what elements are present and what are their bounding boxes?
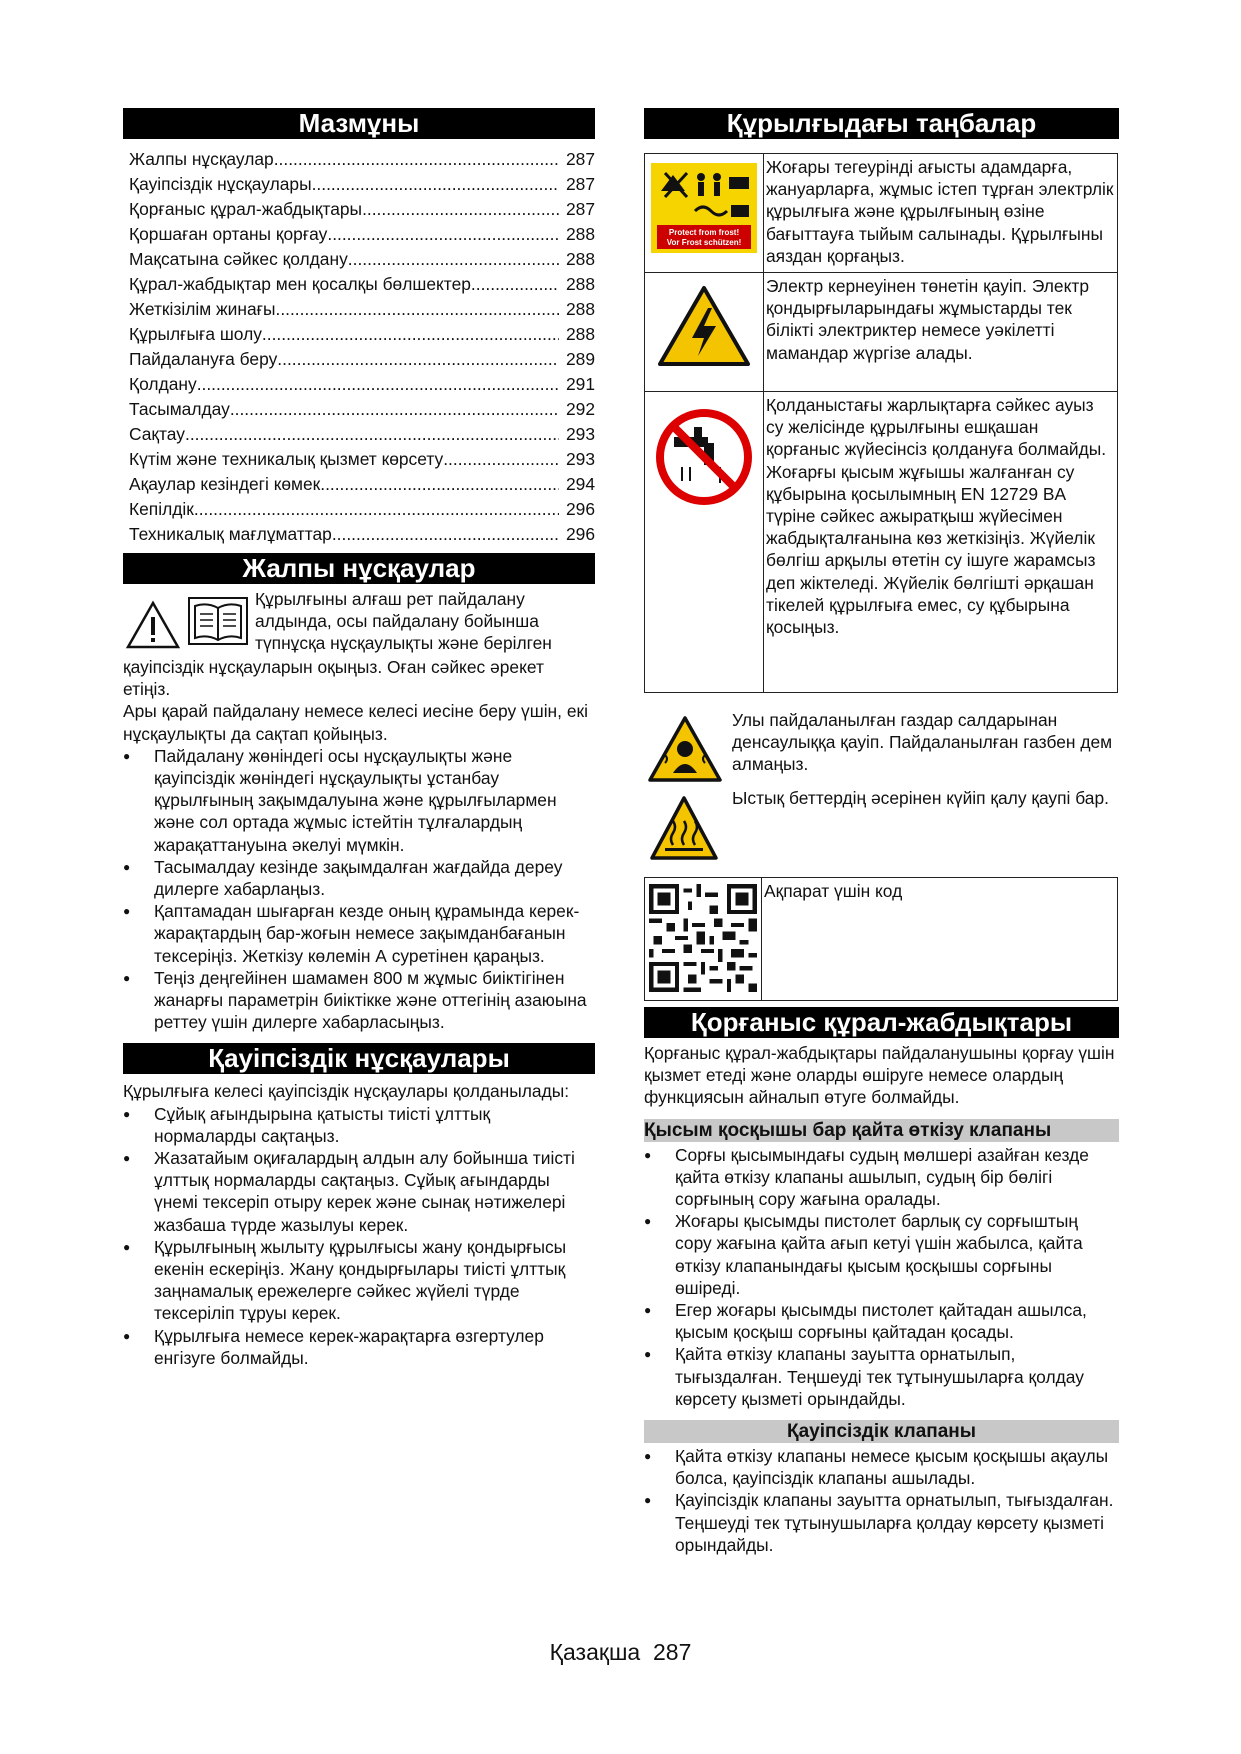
frost-label-line-1: Protect from frost! bbox=[668, 228, 740, 237]
safety-valve-bullet: ● Қайта өткізу клапаны немесе қысым қосқышы ақаулы болса, қауіпсіздік клапаны ашылады. bbox=[644, 1445, 1119, 1489]
toc-entry-page: 294 bbox=[565, 474, 595, 494]
toc-entry-page: 288 bbox=[565, 299, 595, 319]
qr-code-icon[interactable] bbox=[649, 884, 757, 992]
toc-leader-dots bbox=[185, 422, 559, 447]
toxic-exhaust-gas-icon bbox=[647, 715, 723, 783]
toc-entry[interactable] bbox=[129, 447, 595, 472]
toc-leader-dots bbox=[471, 272, 559, 297]
safety-intro: Құрылғыға келесі қауіпсіздік нұсқаулары қолданылады: bbox=[123, 1081, 570, 1102]
toc-leader-dots bbox=[274, 147, 559, 172]
footer-page-number: 287 bbox=[652, 1639, 692, 1665]
toc-entry[interactable] bbox=[129, 322, 595, 347]
general-bullet: ● Қаптамадан шығарған кезде оның құрамында керек-жарақтардың бар-жоғын немесе зақымданбағанын тексеріңіз. Жеткізу көлемін А суретінен қараңыз. bbox=[123, 900, 595, 967]
general-bullet: ● Тасымалдау кезінде зақымдалған жағдайда дереу дилерге хабарлаңыз. bbox=[123, 856, 595, 900]
toc-entry[interactable] bbox=[129, 272, 595, 297]
toc-leader-dots bbox=[348, 247, 559, 272]
toc-entry-page: 287 bbox=[565, 199, 595, 219]
bypass-bullet: ● Егер жоғары қысымды пистолет қайтадан ашылса, қысым қосқыш сорғыны қайтадан қосады. bbox=[644, 1299, 1119, 1343]
warning-icons-block bbox=[644, 709, 1119, 865]
safety-heading: Қауіпсіздік нұсқаулары bbox=[123, 1043, 595, 1074]
safety-bullet: ● Жазатайым оқиғалардың алдын алу бойынша тиісті ұлттық нормаларды сақтаңыз. Сұйық ағындарды үнемі тексеріп отыру керек және сынақ нәтижелері жазбаша түрде жазылуы керек. bbox=[123, 1147, 595, 1236]
toc-entry-title: Ақаулар кезіндегі көмек bbox=[129, 474, 321, 494]
footer-language: Қазақша bbox=[549, 1639, 641, 1665]
symbols-table bbox=[644, 153, 1118, 693]
symbols-heading: Құрылғыдағы таңбалар bbox=[644, 108, 1119, 139]
bypass-bullet: ● Жоғары қысымды пистолет барлық су сорғыштың сору жағына қайта ағып кетуі үшін жабылса, қайта өткізу клапанындағы қысым қосқышы сорғыны өшіреді. bbox=[644, 1210, 1119, 1299]
toc-entry-page: 291 bbox=[565, 374, 595, 394]
toc-entry-page: 296 bbox=[565, 499, 595, 519]
toc-leader-dots bbox=[277, 347, 559, 372]
toc-entry[interactable] bbox=[129, 372, 595, 397]
general-intro-block bbox=[123, 588, 595, 656]
symbol-text-water: Қолданыстағы жарлықтарға сәйкес ауыз су желісінде құрылғыны ешқашан қорғаныс жүйесінсіз қолдануға болмайды. Жоғарғы қысым жұғышы жалғанған су құбырына қосылымның EN 12729 BA түріне сәйкес ажыратқыш жүйесімен жабдықталғанына көз жеткізіңіз. Жүйелік бөлгіш арқылы өтетін су ішуге жарамсыз деп жіктеледі. Жүйелік бөлгішті әрқашан тікелей құрылғыға емес, су құбырына қосыңыз. bbox=[764, 392, 1118, 693]
bypass-bullet: ● Сорғы қысымындағы судың мөлшері азайған кезде қайта өткізу клапаны ашылып, судың бір бөлігі сорғының сору жағына оралады. bbox=[644, 1144, 1119, 1211]
toc-entry[interactable] bbox=[129, 422, 595, 447]
toc-entry-title: Құрал-жабдықтар мен қосалқы бөлшектер bbox=[129, 274, 471, 294]
toc-entry-title: Қорғаныс құрал-жабдықтары bbox=[129, 199, 363, 219]
toc-leader-dots bbox=[230, 397, 559, 422]
toc-entry-page: 293 bbox=[565, 424, 595, 444]
toc-entry-page: 288 bbox=[565, 224, 595, 244]
safety-valve-heading: Қауіпсіздік клапаны bbox=[644, 1420, 1119, 1443]
toc-entry-title: Жеткізілім жинағы bbox=[129, 299, 276, 319]
toc-entry-title: Құрылғыға шолу bbox=[129, 324, 262, 344]
bypass-bullet: ● Қайта өткізу клапаны зауытта орнатылып, тығыздалған. Теңшеуді тек тұтынушыларға қолдау көрсету қызметі орындайды. bbox=[644, 1343, 1119, 1410]
toc-leader-dots bbox=[194, 497, 559, 522]
left-column bbox=[123, 108, 595, 1369]
toc-leader-dots bbox=[197, 372, 559, 397]
protective-heading: Қорғаныс құрал-жабдықтары bbox=[644, 1007, 1119, 1038]
table-of-contents bbox=[129, 147, 595, 547]
toc-leader-dots bbox=[275, 297, 559, 322]
toc-entry-title: Күтім және техникалық қызмет көрсету bbox=[129, 449, 444, 469]
toc-entry-title: Қолдану bbox=[129, 374, 197, 394]
gas-warning-text: Улы пайдаланылған газдар салдарынан денсаулыққа қауіп. Пайдаланылған газбен дем алмаңыз. bbox=[732, 710, 1113, 775]
electric-hazard-icon bbox=[656, 284, 752, 368]
symbol-text-spray: Жоғары тегеурінді ағысты адамдарға, жануарларға, жұмыс істеп тұрған электрлік құрылғыға және құрылғының өзіне бағыттауға тыйым салынады. Құрылғыны аяздан қорғаңыз. bbox=[764, 154, 1118, 273]
toc-leader-dots bbox=[262, 322, 559, 347]
toc-entry[interactable] bbox=[129, 172, 595, 197]
toc-entry[interactable] bbox=[129, 247, 595, 272]
toc-entry[interactable] bbox=[129, 522, 595, 547]
general-bullet: ● Пайдалану жөніндегі осы нұсқаулықты және қауіпсіздік жөніндегі нұсқаулықты ұстанбау құрылғының зақымдалуына және құрылғылармен және сол ортада жұмыс істейтін тұлғалардың жарақаттануына әкелуі мүмкін. bbox=[123, 745, 595, 856]
toc-entry[interactable] bbox=[129, 147, 595, 172]
hot-surface-warning-text: Ыстық беттердің әсерінен күйіп қалу қаупі бар. bbox=[732, 788, 1109, 808]
general-heading: Жалпы нұсқаулар bbox=[123, 553, 595, 584]
toc-entry-title: Қауіпсіздік нұсқаулары bbox=[129, 174, 312, 194]
toc-heading: Мазмұны bbox=[123, 108, 595, 139]
qr-table bbox=[644, 877, 1118, 1001]
qr-code-text: Ақпарат үшін код bbox=[762, 878, 1118, 1001]
toc-entry-title: Сақтау bbox=[129, 424, 185, 444]
hot-surface-icon bbox=[649, 795, 719, 861]
toc-leader-dots bbox=[362, 197, 559, 222]
protective-intro: Қорғаныс құрал-жабдықтары пайдаланушыны қорғау үшін қызмет етеді және оларды өшіруге немесе олардың функциясын айналып өтуге болмайды. bbox=[644, 1043, 1115, 1108]
general-intro-line: түпнұсқа нұсқаулықты және берілген bbox=[255, 633, 552, 654]
toc-entry-title: Техникалық мағлұматтар bbox=[129, 524, 332, 544]
toc-entry-title: Мақсатына сәйкес қолдану bbox=[129, 249, 348, 269]
manual-book-icon bbox=[187, 596, 249, 646]
warning-triangle-icon bbox=[125, 600, 181, 650]
bypass-valve-heading: Қысым қосқышы бар қайта өткізу клапаны bbox=[644, 1119, 1119, 1142]
toc-leader-dots bbox=[327, 222, 559, 247]
right-column bbox=[644, 108, 1119, 1556]
toc-entry[interactable] bbox=[129, 397, 595, 422]
toc-entry-page: 292 bbox=[565, 399, 595, 419]
toc-entry-page: 296 bbox=[565, 524, 595, 544]
toc-entry-page: 288 bbox=[565, 249, 595, 269]
toc-entry-title: Тасымалдау bbox=[129, 399, 230, 419]
toc-entry-page: 287 bbox=[565, 174, 595, 194]
toc-entry[interactable] bbox=[129, 347, 595, 372]
no-drinking-water-connection-icon bbox=[654, 407, 754, 507]
toc-entry-title: Кепілдік bbox=[129, 499, 194, 519]
toc-leader-dots bbox=[312, 172, 559, 197]
frost-label-line-2: Vor Frost schützen! bbox=[666, 238, 742, 247]
general-intro-rest: қауіпсіздік нұсқауларын оқыңыз. Оған сәйкес әрекет етіңіз. bbox=[123, 657, 544, 700]
toc-entry-page: 288 bbox=[565, 324, 595, 344]
toc-entry-page: 287 bbox=[565, 149, 595, 169]
general-intro-line: Құрылғыны алғаш рет пайдалану bbox=[255, 589, 525, 609]
safety-bullet: ● Сұйық ағындырына қатысты тиісті ұлттық нормаларды сақтаңыз. bbox=[123, 1103, 595, 1147]
toc-leader-dots bbox=[320, 472, 559, 497]
toc-entry[interactable] bbox=[129, 222, 595, 247]
toc-entry-title: Қоршаған ортаны қорғау bbox=[129, 224, 328, 244]
symbol-text-electric: Электр кернеуінен төнетін қауіп. Электр қондырғыларындағы жұмыстарды тек білікті электриктер немесе уәкілетті мамандар жүргізе алады. bbox=[764, 273, 1118, 392]
toc-entry-page: 288 bbox=[565, 274, 595, 294]
safety-bullet: ● Құрылғының жылыту құрылғысы жану қондырғысы екенін ескеріңіз. Жану қондырғылары тиісті ұлттық заңнамалық ережелерге сәйкес жүйелі түрде тексеріліп тұруы керек. bbox=[123, 1236, 595, 1325]
toc-entry[interactable] bbox=[129, 497, 595, 522]
general-bullet: ● Теңіз деңгейінен шамамен 800 м жұмыс биіктігінен жанарғы параметрін биіктікке және оттегінің азаюына реттеу үшін дилерге хабарласыңыз. bbox=[123, 967, 595, 1034]
toc-entry[interactable] bbox=[129, 197, 595, 222]
toc-entry-title: Пайдалануға беру bbox=[129, 349, 278, 369]
toc-entry[interactable] bbox=[129, 472, 595, 497]
toc-leader-dots bbox=[332, 522, 559, 547]
toc-leader-dots bbox=[443, 447, 559, 472]
toc-entry-page: 289 bbox=[565, 349, 595, 369]
no-spray-frost-icon bbox=[651, 163, 757, 253]
general-intro-line: алдында, осы пайдалану бойынша bbox=[255, 611, 539, 632]
toc-entry-title: Жалпы нұсқаулар bbox=[129, 149, 274, 169]
general-para2: Ары қарай пайдалану немесе келесі иесіне беру үшін, екі нұсқаулықты да сақтап қойыңыз. bbox=[123, 701, 588, 744]
safety-valve-bullet: ● Қауіпсіздік клапаны зауытта орнатылып, тығыздалған. Теңшеуді тек тұтынушыларға қолдау көрсету қызметі орындайды. bbox=[644, 1489, 1119, 1556]
safety-bullet: ● Құрылғыға немесе керек-жарақтарға өзгертулер енгізуге болмайды. bbox=[123, 1325, 595, 1369]
toc-entry[interactable] bbox=[129, 297, 595, 322]
toc-entry-page: 293 bbox=[565, 449, 595, 469]
page-footer bbox=[0, 1639, 1241, 1666]
